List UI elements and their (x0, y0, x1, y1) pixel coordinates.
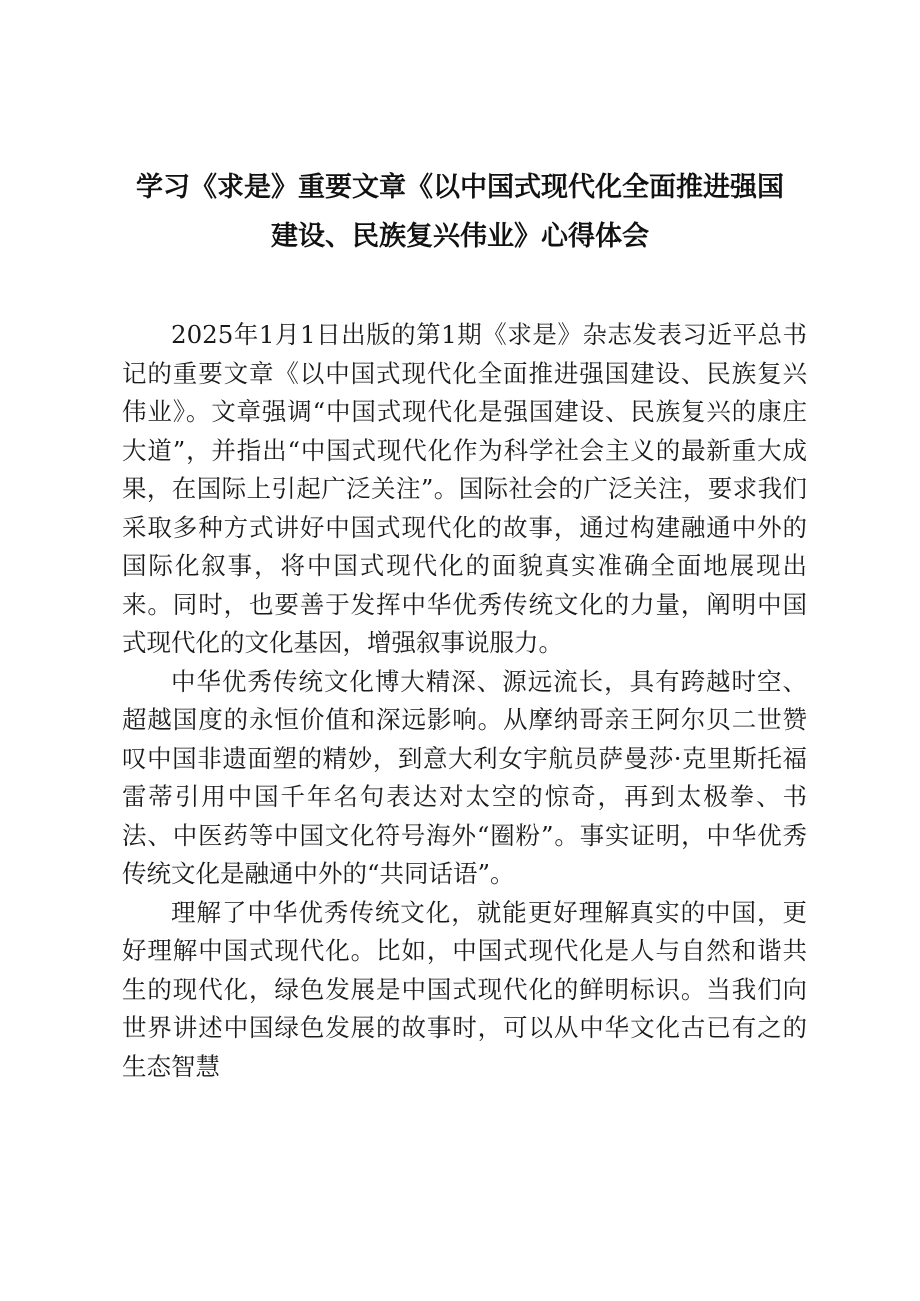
paragraph-2: 中华优秀传统文化博大精深、源远流长，具有跨越时空、超越国度的永恒价值和深远影响。从摩纳哥亲王阿尔贝二世赞叹中国非遗面塑的精妙，到意大利女宇航员萨曼莎·克里斯托福雷蒂引用中国千年名句表达对太空的惊奇，再到太极拳、书法、中医药等中国文化符号海外“圈粉”。事实证明，中华优秀传统文化是融通中外的“共同话语”。 (122, 666, 807, 888)
paragraph-3: 理解了中华优秀传统文化，就能更好理解真实的中国，更好理解中国式现代化。比如，中国式现代化是人与自然和谐共生的现代化，绿色发展是中国式现代化的鲜明标识。当我们向世界讲述中国绿色发展的故事时，可以从中华文化古已有之的生态智慧 (122, 897, 807, 1081)
title-line-2: 建设、民族复兴伟业》心得体会 (271, 221, 649, 252)
paragraph-1: 2025年1月1日出版的第1期《求是》杂志发表习近平总书记的重要文章《以中国式现代化全面推进强国建设、民族复兴伟业》。文章强调“中国式现代化是强国建设、民族复兴的康庄大道”，并指出“中国式现代化作为科学社会主义的最新重大成果，在国际上引起广泛关注”。国际社会的广泛关注，要求我们采取多种方式讲好中国式现代化的故事，通过构建融通中外的国际化叙事，将中国式现代化的面貌真实准确全面地展现出来。同时，也要善于发挥中华优秀传统文化的力量，阐明中国式现代化的文化基因，增强叙事说服力。 (122, 320, 807, 657)
title-line-1: 学习《求是》重要文章《以中国式现代化全面推进强国 (136, 172, 784, 203)
document-title (100, 163, 820, 261)
article-body (122, 316, 807, 1086)
